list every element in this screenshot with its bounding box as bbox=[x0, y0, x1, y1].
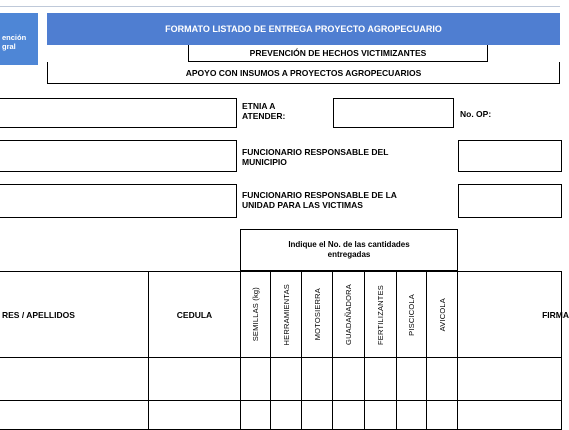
field-box-left-2[interactable] bbox=[0, 140, 237, 172]
table-cell-cedula-2[interactable] bbox=[148, 400, 241, 430]
table-cell-firma-1[interactable] bbox=[457, 357, 562, 401]
col-header-herramientas-label: HERRAMIENTAS bbox=[281, 283, 291, 346]
funcionario-unidad-input[interactable] bbox=[458, 184, 562, 218]
table-cell-guadanadora-1[interactable] bbox=[332, 357, 365, 401]
col-header-semillas bbox=[240, 271, 271, 358]
table-cell-nombres-1[interactable] bbox=[0, 357, 149, 401]
col-header-motosierra bbox=[301, 271, 333, 358]
funcionario-unidad-label bbox=[242, 190, 452, 214]
col-header-avicola-label: AVICOLA bbox=[437, 297, 447, 332]
col-header-cedula: CEDULA bbox=[148, 271, 241, 358]
funcionario-municipio-line-1: FUNCIONARIO RESPONSABLE DEL bbox=[242, 147, 389, 157]
col-header-semillas-label: SEMILLAS (kg) bbox=[251, 287, 260, 342]
table-cell-avicola-1[interactable] bbox=[426, 357, 458, 401]
table-cell-avicola-2[interactable] bbox=[426, 400, 458, 430]
etnia-label-line-1: ETNIA A bbox=[242, 101, 276, 111]
logo bbox=[0, 13, 38, 65]
form-subtitle-prevencion: PREVENCIÓN DE HECHOS VICTIMIZANTES bbox=[188, 45, 488, 62]
col-header-herramientas bbox=[270, 271, 302, 358]
etnia-input[interactable] bbox=[333, 98, 454, 128]
funcionario-municipio-line-2: MUNICIPIO bbox=[242, 157, 287, 167]
table-cell-cedula-1[interactable] bbox=[148, 357, 241, 401]
col-header-motosierra-label: MOTOSIERRA bbox=[312, 288, 322, 341]
funcionario-municipio-input[interactable] bbox=[458, 140, 562, 172]
table-cell-fertilizantes-1[interactable] bbox=[364, 357, 397, 401]
col-header-piscicola-label: PISCICOLA bbox=[407, 293, 416, 336]
etnia-label bbox=[242, 101, 332, 127]
col-header-firma bbox=[457, 271, 569, 358]
table-cell-motosierra-2[interactable] bbox=[301, 400, 333, 430]
col-header-guadanadora bbox=[332, 271, 365, 358]
table-cell-fertilizantes-2[interactable] bbox=[364, 400, 397, 430]
col-header-nombres: RES / APELLIDOS bbox=[0, 271, 149, 358]
etnia-label-line-2: ATENDER: bbox=[242, 111, 286, 121]
form-subtitle-apoyo: APOYO CON INSUMOS A PROYECTOS AGROPECUARIOS bbox=[47, 62, 560, 84]
funcionario-unidad-line-1: FUNCIONARIO RESPONSABLE DE LA bbox=[242, 190, 397, 200]
form-title: FORMATO LISTADO DE ENTREGA PROYECTO AGROPECUARIO bbox=[47, 13, 560, 45]
col-header-fertilizantes-label: FERTILIZANTES bbox=[376, 284, 385, 345]
logo-line-2: gral bbox=[2, 42, 16, 51]
group-header-line-2: entregadas bbox=[327, 250, 371, 259]
table-cell-nombres-2[interactable] bbox=[0, 400, 149, 430]
table-cell-herramientas-2[interactable] bbox=[270, 400, 302, 430]
col-header-fertilizantes bbox=[364, 271, 397, 358]
table-cell-semillas-1[interactable] bbox=[240, 357, 271, 401]
table-cell-guadanadora-2[interactable] bbox=[332, 400, 365, 430]
group-header-line-1: Indique el No. de las cantidades bbox=[288, 240, 410, 249]
delivery-table bbox=[0, 229, 569, 420]
field-box-left-1[interactable] bbox=[0, 98, 237, 128]
quantities-group-header bbox=[240, 229, 458, 271]
col-header-firma-label: FIRMA bbox=[542, 309, 569, 320]
col-header-guadanadora-label: GUADAÑADORA bbox=[344, 284, 353, 345]
funcionario-municipio-label bbox=[242, 147, 452, 171]
table-cell-herramientas-1[interactable] bbox=[270, 357, 302, 401]
col-header-piscicola bbox=[396, 271, 427, 358]
top-divider bbox=[0, 6, 560, 7]
table-cell-motosierra-1[interactable] bbox=[301, 357, 333, 401]
field-box-left-3[interactable] bbox=[0, 184, 237, 218]
logo-line-1: ención bbox=[2, 33, 27, 42]
table-cell-firma-2[interactable] bbox=[457, 400, 562, 430]
table-cell-piscicola-2[interactable] bbox=[396, 400, 427, 430]
col-header-avicola bbox=[426, 271, 458, 358]
no-op-label: No. OP: bbox=[460, 109, 492, 119]
funcionario-unidad-line-2: UNIDAD PARA LAS VICTIMAS bbox=[242, 200, 363, 210]
table-cell-semillas-2[interactable] bbox=[240, 400, 271, 430]
table-cell-piscicola-1[interactable] bbox=[396, 357, 427, 401]
